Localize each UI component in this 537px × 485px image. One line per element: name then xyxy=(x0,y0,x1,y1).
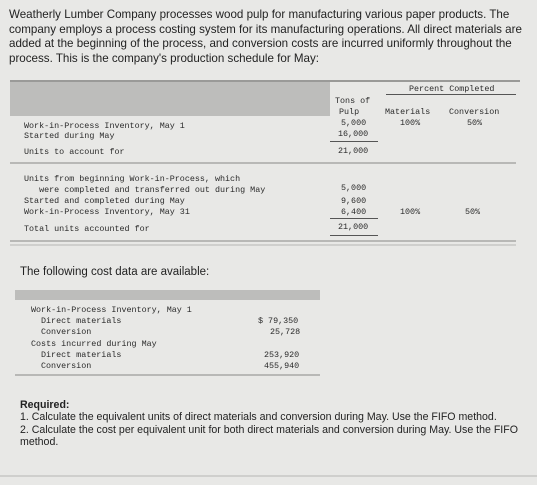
cost-conversion2-label: Conversion xyxy=(41,361,92,371)
row-wip-may31-label: Work-in-Process Inventory, May 31 xyxy=(24,207,190,217)
row-started-tons: 16,000 xyxy=(338,129,369,139)
row-started-completed-tons: 9,600 xyxy=(341,196,367,206)
required-section xyxy=(20,399,525,449)
row-wip-may31-conversion: 50% xyxy=(465,207,481,217)
schedule-divider-3 xyxy=(10,244,516,246)
cost-conversion2-value: 455,940 xyxy=(264,361,300,371)
pulp-header: Pulp xyxy=(339,107,360,117)
required-title: Required: xyxy=(20,399,70,411)
row-total-accounted-tons: 21,000 xyxy=(338,222,369,232)
row-completed-transferred-label: were completed and transferred out during May xyxy=(24,185,266,195)
tons-total-rule xyxy=(330,218,378,219)
schedule-header-band xyxy=(10,80,330,116)
intro-paragraph: Weatherly Lumber Company processes wood pulp for manufacturing various paper products. The company employs a process costing system for its manufacturing operations. All direct materials are added at the beginning of the process, and conversion costs are incurred uniformly throughout the process. This is the company's production schedule for May: xyxy=(9,8,522,65)
row-units-to-account-label: Units to account for xyxy=(24,147,125,157)
cost-dm2-label: Direct materials xyxy=(41,350,122,360)
row-completed-transferred-tons: 5,000 xyxy=(341,183,367,193)
cost-data-intro: The following cost data are available: xyxy=(20,266,210,278)
row-beginning-wip-label: Units from beginning Work-in-Process, which xyxy=(24,174,241,184)
row-started-label: Started during May xyxy=(24,131,115,141)
materials-header: Materials xyxy=(385,107,431,117)
row-wip-may1-conversion: 50% xyxy=(467,118,483,128)
cost-wip-label: Work-in-Process Inventory, May 1 xyxy=(31,305,192,315)
schedule-divider-1 xyxy=(10,162,516,164)
bottom-rule xyxy=(0,475,537,477)
row-wip-may1-tons: 5,000 xyxy=(341,118,367,128)
cost-conversion-label: Conversion xyxy=(41,327,92,337)
percent-completed-header: Percent Completed xyxy=(409,84,495,94)
cost-divider xyxy=(15,374,320,376)
row-wip-may31-tons: 6,400 xyxy=(341,207,367,217)
required-item-2: 2. Calculate the cost per equivalent unit for both direct materials and conversion during May. Use the FIFO method. xyxy=(20,423,518,449)
cost-header-band xyxy=(15,290,320,300)
row-wip-may31-materials: 100% xyxy=(400,207,421,217)
cost-dm2-value: 253,920 xyxy=(264,350,300,360)
row-wip-may1-materials: 100% xyxy=(400,118,421,128)
conversion-header: Conversion xyxy=(449,107,500,117)
cost-conversion-value: 25,728 xyxy=(270,327,301,337)
percent-header-underline xyxy=(386,94,516,95)
tons-of-header: Tons of xyxy=(335,96,371,106)
row-units-to-account-tons: 21,000 xyxy=(338,146,369,156)
cost-dm-value: $ 79,350 xyxy=(258,316,299,326)
row-wip-may1-label: Work-in-Process Inventory, May 1 xyxy=(24,121,185,131)
row-total-accounted-label: Total units accounted for xyxy=(24,224,150,234)
tons-subtotal-rule xyxy=(330,141,378,142)
tons-double-rule-1 xyxy=(330,235,378,236)
schedule-divider-2 xyxy=(10,240,516,242)
row-started-completed-label: Started and completed during May xyxy=(24,196,185,206)
cost-incurred-label: Costs incurred during May xyxy=(31,339,157,349)
required-item-1: 1. Calculate the equivalent units of direct materials and conversion during May. Use the FIFO method. xyxy=(20,411,497,424)
cost-dm-label: Direct materials xyxy=(41,316,122,326)
